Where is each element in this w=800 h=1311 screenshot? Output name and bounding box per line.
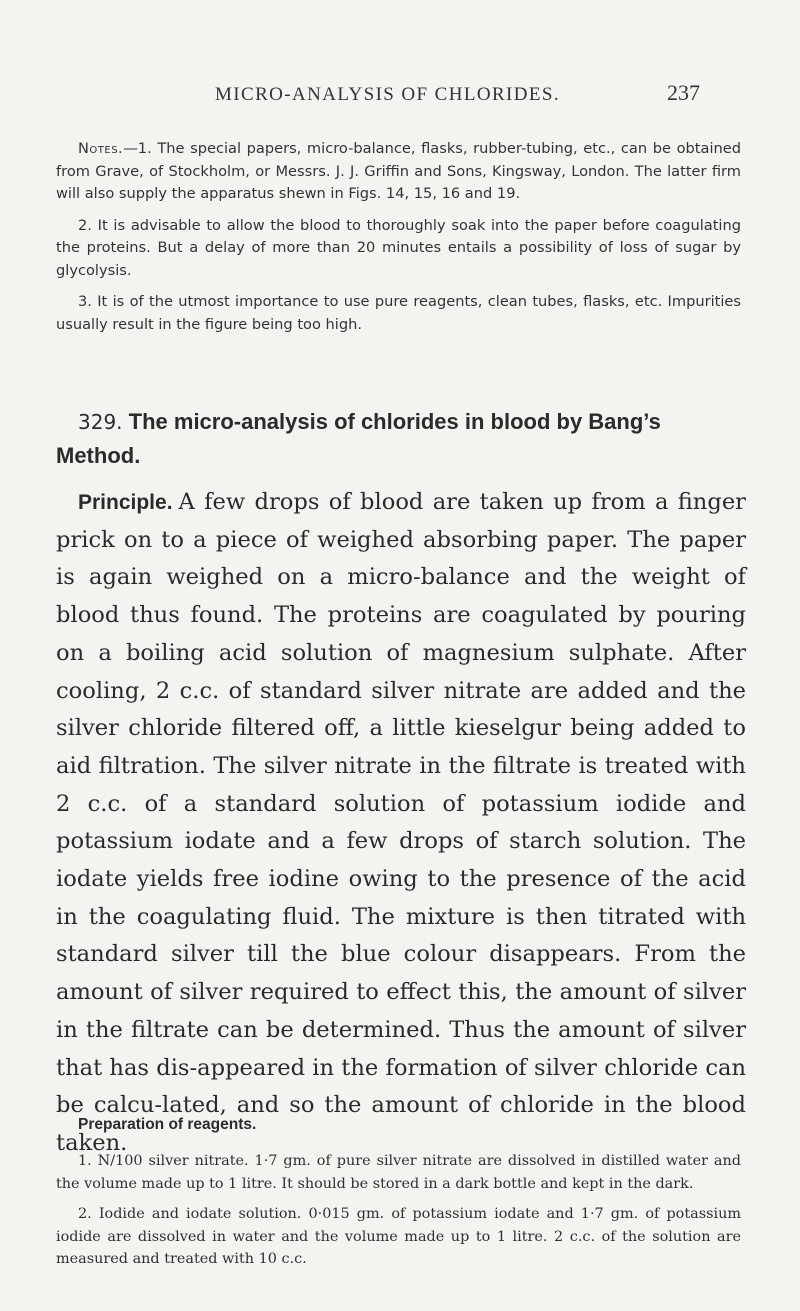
running-title: MICRO-ANALYSIS OF CHLORIDES. — [215, 84, 561, 105]
principle-text: A few drops of blood are taken up from a finger prick on to a piece of weighed absorbing paper. The paper is again weighed on a micro-balance and the weight of blood thus found. The proteins are coagulated by pouring on a boiling acid solution of magnesium sulphate. After cooling, 2 c.c. of standard silver nitrate are added and the silver chloride filtered off, a little kieselgur being added to aid filtration. The silver nitrate in the filtrate is treated with 2 c.c. of a standard solution of potassium iodide and potassium iodate and a few drops of starch solution. The iodate yields free iodine owing to the presence of the acid in the coagulating fluid. The mixture is then titrated with standard silver till the blue colour disappears. From the amount of silver required to effect this, the amount of silver in the filtrate can be determined. Thus the amount of silver that has dis-appeared in the formation of silver chloride can be calcu-lated, and so the amount of chloride in the blood taken. — [56, 489, 746, 1156]
notes-block — [56, 138, 741, 345]
section-number: 329. — [78, 410, 123, 434]
principle-lead: Principle. — [78, 491, 173, 514]
notes-label: Notes. — [78, 140, 124, 157]
page-number: 237 — [667, 80, 700, 105]
preparation-heading: Preparation of reagents. — [78, 1116, 257, 1133]
section-title: The micro-analysis of chlorides in blood by Bang’s Method. — [56, 409, 661, 468]
running-header — [0, 80, 800, 114]
reagent-1: 1. N/100 silver nitrate. 1·7 gm. of pure silver nitrate are dissolved in distilled water and the volume made up to 1 litre. It should be stored in a dark bottle and kept in the dark. — [56, 1153, 741, 1192]
note-3: 3. It is of the utmost importance to use pure reagents, clean tubes, flasks, etc. Impurities usually result in the figure being too high. — [56, 293, 741, 333]
note-2: 2. It is advisable to allow the blood to thoroughly soak into the paper before coagulating the proteins. But a delay of more than 20 minutes entails a possibility of loss of sugar by glycolysis. — [56, 216, 741, 279]
reagent-2: 2. Iodide and iodate solution. 0·015 gm. of potassium iodate and 1·7 gm. of potassium iodide are dissolved in water and the volume made up to 1 litre. 2 c.c. of the solution are measured and treated with 10 c.c. — [56, 1206, 741, 1267]
principle-paragraph — [56, 484, 746, 1163]
note-1-text: —1. The special papers, micro-balance, flasks, rubber-tubing, etc., can be obtained from Grave, of Stockholm, or Messrs. J. J. Griffin and Sons, Kingsway, London. The latter firm will also supply the apparatus shewn in Figs. 14, 15, 16 and 19. — [56, 140, 741, 202]
note-1 — [56, 138, 741, 206]
section-heading — [56, 405, 736, 472]
preparation-list — [56, 1150, 741, 1279]
